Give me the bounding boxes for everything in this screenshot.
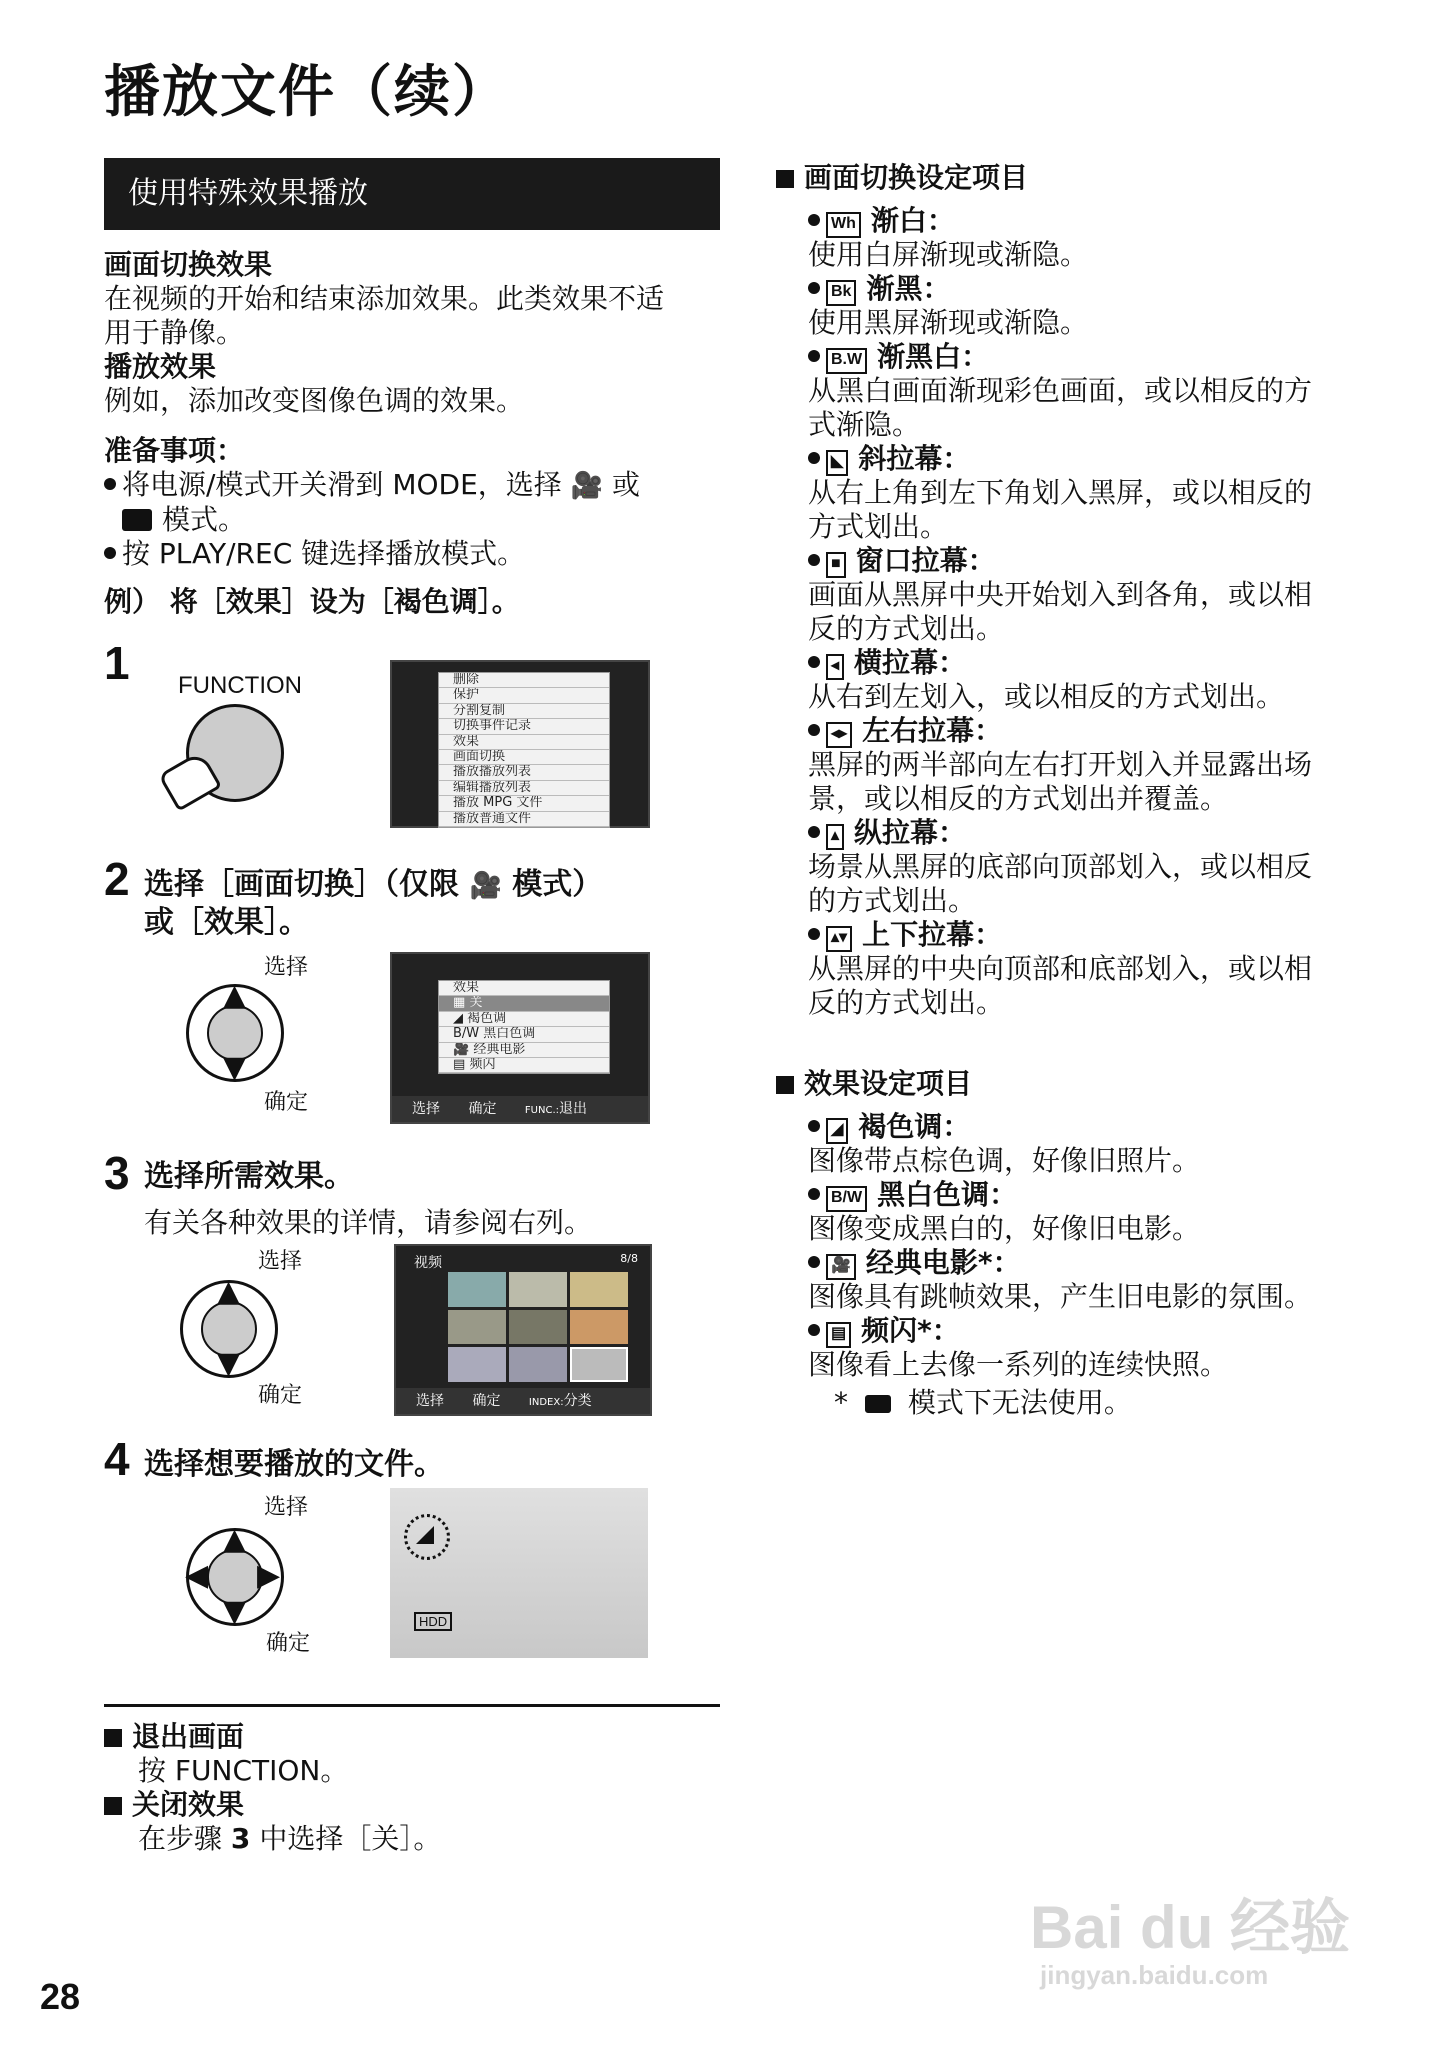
wipe-item: [808, 442, 1408, 544]
screen-title: 视频: [414, 1255, 442, 1271]
bar-select: 选择: [416, 1393, 444, 1409]
bullet-icon: [808, 1120, 820, 1132]
notes: [104, 1720, 441, 1856]
off-icon: ▦: [453, 996, 466, 1011]
wipe-item: [808, 204, 1408, 272]
exit-text: 按 FUNCTION。: [138, 1754, 349, 1787]
screen-count: 8/8: [620, 1252, 638, 1265]
wipe-icon: B.W: [826, 348, 867, 374]
bullet-icon: [808, 1256, 820, 1268]
wipe-name: 纵拉幕：: [854, 816, 967, 849]
wipe-desc: 反的方式划出。: [808, 986, 1005, 1019]
wipe-desc: 画面从黑屏中央开始划入到各角，或以相: [808, 578, 1313, 611]
step-text: 选择［画面切换］（仅限 🎥 模式）: [144, 867, 603, 902]
square-bullet-icon: [776, 1076, 794, 1094]
bullet-icon: [808, 350, 820, 362]
wipe-list: [808, 204, 1408, 1020]
hdd-badge: HDD: [414, 1612, 452, 1631]
select-label: 选择: [258, 1249, 303, 1274]
function-menu: [438, 672, 610, 828]
thumbnail[interactable]: [509, 1310, 567, 1345]
thumbnail[interactable]: [448, 1272, 506, 1307]
wipe-icon: ◂: [826, 654, 844, 680]
wipe-name: 左右拉幕：: [862, 714, 1003, 747]
bar-category: 分类: [563, 1393, 592, 1409]
menu-title: 效果: [439, 981, 609, 996]
effect-desc: 图像变成黑白的，好像旧电影。: [808, 1212, 1201, 1245]
wipe-desc: 反的方式划出。: [808, 612, 1005, 645]
wipe-item: [808, 646, 1408, 714]
effect-menu: [438, 980, 610, 1074]
arrow-up-icon: ▲: [223, 978, 247, 1013]
wipe-desc: 从黑白画面渐现彩色画面，或以相反的方: [808, 374, 1313, 407]
effect-icon: ◢: [826, 1118, 848, 1144]
wipe-icon: Bk: [826, 280, 856, 306]
step-number: 3: [104, 1147, 130, 1199]
intro: [104, 248, 724, 619]
effect-icon: ▤: [826, 1322, 851, 1348]
wipe-name: 上下拉幕：: [862, 918, 1003, 951]
screen-status-bar: [396, 1388, 650, 1414]
section-title: 使用特殊效果播放: [104, 158, 720, 230]
wipe-desc: 从右上角到左下角划入黑屏，或以相反的: [808, 476, 1313, 509]
wipe-item: [808, 714, 1408, 816]
dpad-illustration: [186, 978, 284, 1085]
effect-desc: 图像看上去像一系列的连续快照。: [808, 1348, 1229, 1381]
camera-icon: [122, 509, 152, 531]
step-number: 1: [104, 637, 130, 689]
wipe-desc: 从黑屏的中央向顶部和底部划入，或以相: [808, 952, 1313, 985]
confirm-label: 确定: [264, 1090, 309, 1115]
bullet-icon: [808, 214, 820, 226]
effect-item: [808, 1246, 1408, 1314]
film-icon: 🎥: [453, 1042, 470, 1057]
intro-text: 在视频的开始和结束添加效果。此类效果不适: [104, 282, 665, 315]
wipe-item: [808, 544, 1408, 646]
step-text: 选择想要播放的文件。: [144, 1447, 444, 1482]
select-label: 选择: [264, 1495, 309, 1520]
effect-desc: 图像具有跳帧效果，产生旧电影的氛围。: [808, 1280, 1313, 1313]
square-bullet-icon: [104, 1729, 122, 1747]
menu-item: 播放普通文件: [439, 812, 609, 827]
effect-item: [808, 1178, 1408, 1246]
wipe-desc: 式渐隐。: [808, 408, 921, 441]
bar-index-label: INDEX:: [528, 1397, 564, 1408]
wipe-icon: ◣: [826, 450, 848, 476]
square-bullet-icon: [104, 1797, 122, 1815]
video-camera-icon: 🎥: [469, 871, 502, 901]
effect-icon: B/W: [826, 1186, 867, 1212]
camera-screen-index: [394, 1244, 652, 1416]
arrow-right-icon: ▶: [257, 1558, 281, 1593]
menu-item: 🎥 经典电影: [439, 1043, 609, 1058]
confirm-label: 确定: [266, 1631, 311, 1656]
close-heading: 关闭效果: [132, 1788, 245, 1821]
square-bullet-icon: [776, 170, 794, 188]
wipe-desc: 的方式划出。: [808, 884, 977, 917]
exit-heading: 退出画面: [132, 1720, 245, 1753]
thumbnail-grid: [448, 1272, 628, 1382]
menu-item: 播放播放列表: [439, 765, 609, 780]
menu-item: 效果: [439, 735, 609, 750]
sepia-icon: ◢: [453, 1011, 463, 1026]
menu-item: ▦ 关: [439, 996, 609, 1011]
bullet-icon: [808, 554, 820, 566]
strobe-icon: ▤: [453, 1057, 466, 1072]
prep-item-1-cont: 模式。: [104, 503, 724, 537]
bullet-icon: [808, 1324, 820, 1336]
bullet-icon: [808, 826, 820, 838]
bullet-icon: [808, 1188, 820, 1200]
thumbnail[interactable]: [448, 1347, 506, 1382]
bullet-icon: [808, 724, 820, 736]
wipe-item: [808, 918, 1408, 1020]
step-number: 2: [104, 853, 130, 905]
effect-list: [808, 1110, 1408, 1382]
wipe-icon: ▴: [826, 824, 844, 850]
effect-item: [808, 1110, 1408, 1178]
wipe-name: 渐黑白：: [877, 340, 990, 373]
step-number: 4: [104, 1433, 130, 1485]
intro-text: 例如，添加改变图像色调的效果。: [104, 384, 525, 417]
wipe-desc: 黑屏的两半部向左右打开划入并显露出场: [808, 748, 1313, 781]
bullet-icon: [808, 656, 820, 668]
page-title: 播放文件（续）: [104, 60, 510, 125]
step-text: 选择所需效果。: [144, 1159, 354, 1194]
wipe-desc: 方式划出。: [808, 510, 949, 543]
example-line: 例） 将［效果］设为［褐色调］。: [104, 585, 520, 618]
dpad-illustration: [180, 1274, 278, 1381]
bullet-icon: [808, 452, 820, 464]
wipe-name: 窗口拉幕：: [855, 544, 996, 577]
thumbnail[interactable]: [570, 1310, 628, 1345]
video-camera-icon: 🎥: [570, 471, 604, 501]
thumbnail[interactable]: [509, 1347, 567, 1382]
menu-item: B/W 黑白色调: [439, 1027, 609, 1042]
watermark-brand: Bai du 经验: [1030, 1894, 1351, 1961]
function-label: FUNCTION: [178, 672, 302, 699]
thumbnail[interactable]: [570, 1272, 628, 1307]
arrow-up-icon: ▲: [217, 1274, 241, 1309]
menu-item: 保护: [439, 688, 609, 703]
thumbnail[interactable]: [448, 1310, 506, 1345]
camera-screen-menu: [390, 660, 650, 828]
effect-name: 频闪*：: [861, 1314, 960, 1347]
bullet-icon: [104, 478, 116, 490]
prep-item-1: 将电源/模式开关滑到 MODE，选择 🎥 或: [104, 468, 724, 503]
effect-name: 褐色调：: [858, 1110, 971, 1143]
bw-icon: B/W: [453, 1027, 480, 1042]
wipe-desc: 场景从黑屏的底部向顶部划入，或以相反: [808, 850, 1313, 883]
bar-select: 选择: [412, 1101, 440, 1117]
wipe-desc: 景，或以相反的方式划出并覆盖。: [808, 782, 1229, 815]
menu-item: 播放 MPG 文件: [439, 796, 609, 811]
wipe-item: [808, 816, 1408, 918]
thumbnail-selected[interactable]: [570, 1347, 628, 1382]
wipe-name: 横拉幕：: [854, 646, 967, 679]
effect-icon: 🎥: [826, 1254, 856, 1280]
menu-item: ◢ 褐色调: [439, 1012, 609, 1027]
effect-item: [808, 1314, 1408, 1382]
wipe-icon: ■: [826, 552, 846, 578]
wipe-icon: Wh: [826, 212, 861, 238]
wipe-item: [808, 272, 1408, 340]
wipe-desc: 从右到左划入，或以相反的方式划出。: [808, 680, 1285, 713]
wipe-desc: 使用黑屏渐现或渐隐。: [808, 306, 1089, 339]
wipe-icon: ▴▾: [826, 926, 852, 952]
bullet-icon: [808, 282, 820, 294]
effect-desc: 图像带点棕色调，好像旧照片。: [808, 1144, 1201, 1177]
thumbnail[interactable]: [509, 1272, 567, 1307]
effect-section-title: 效果设定项目: [776, 1062, 972, 1102]
step-text: 或［效果］。: [144, 905, 309, 940]
bullet-icon: [104, 547, 116, 559]
camera-icon: [865, 1395, 891, 1413]
wipe-name: 渐黑：: [866, 272, 951, 305]
wipe-item: [808, 340, 1408, 442]
arrow-down-icon: ▼: [223, 1050, 247, 1085]
close-text: 在步骤 3 中选择［关］。: [138, 1822, 442, 1855]
arrow-up-icon: ▲: [223, 1522, 247, 1557]
intro-heading-effect: 播放效果: [104, 350, 217, 383]
divider: [104, 1704, 720, 1707]
dpad-illustration: [185, 1522, 284, 1629]
wipe-name: 渐白：: [870, 204, 955, 237]
camera-screen-effect-menu: [390, 952, 650, 1124]
watermark-url: jingyan.baidu.com: [1040, 1960, 1269, 1990]
menu-item: 删除: [439, 673, 609, 688]
bullet-icon: [808, 928, 820, 940]
wipe-desc: 使用白屏渐现或渐隐。: [808, 238, 1089, 271]
menu-item: 分割复制: [439, 704, 609, 719]
wipe-section-title: 画面切换设定项目: [776, 156, 1028, 196]
menu-item: 切换事件记录: [439, 719, 609, 734]
bar-func-label: FUNC.:: [524, 1105, 559, 1116]
arrow-down-icon: ▼: [223, 1594, 247, 1629]
bar-confirm: 确定: [468, 1101, 497, 1117]
prep-title: 准备事项：: [104, 434, 245, 467]
menu-item: 画面切换: [439, 750, 609, 765]
step-subtext: 有关各种效果的详情，请参阅右列。: [144, 1206, 593, 1239]
select-label: 选择: [264, 955, 309, 980]
wipe-name: 斜拉幕：: [858, 442, 971, 475]
effect-name: 黑白色调：: [877, 1178, 1018, 1211]
arrow-down-icon: ▼: [217, 1346, 241, 1381]
bar-confirm: 确定: [472, 1393, 501, 1409]
menu-item: 编辑播放列表: [439, 781, 609, 796]
camera-screen-playback: [390, 1488, 648, 1658]
bar-exit: 退出: [559, 1101, 587, 1117]
effect-name: 经典电影*：: [865, 1246, 1021, 1279]
sepia-icon: [416, 1526, 434, 1544]
intro-text: 用于静像。: [104, 316, 245, 349]
screen-status-bar: [392, 1096, 648, 1122]
confirm-label: 确定: [258, 1383, 303, 1408]
footnote: * 模式下无法使用。: [834, 1386, 1132, 1419]
intro-heading-transition: 画面切换效果: [104, 248, 273, 281]
page-number: 28: [40, 1976, 81, 2017]
wipe-icon: ◂▸: [826, 722, 852, 748]
menu-item: ▤ 频闪: [439, 1058, 609, 1073]
arrow-left-icon: ◀: [185, 1558, 209, 1593]
prep-item-2: 按 PLAY/REC 键选择播放模式。: [104, 537, 724, 571]
